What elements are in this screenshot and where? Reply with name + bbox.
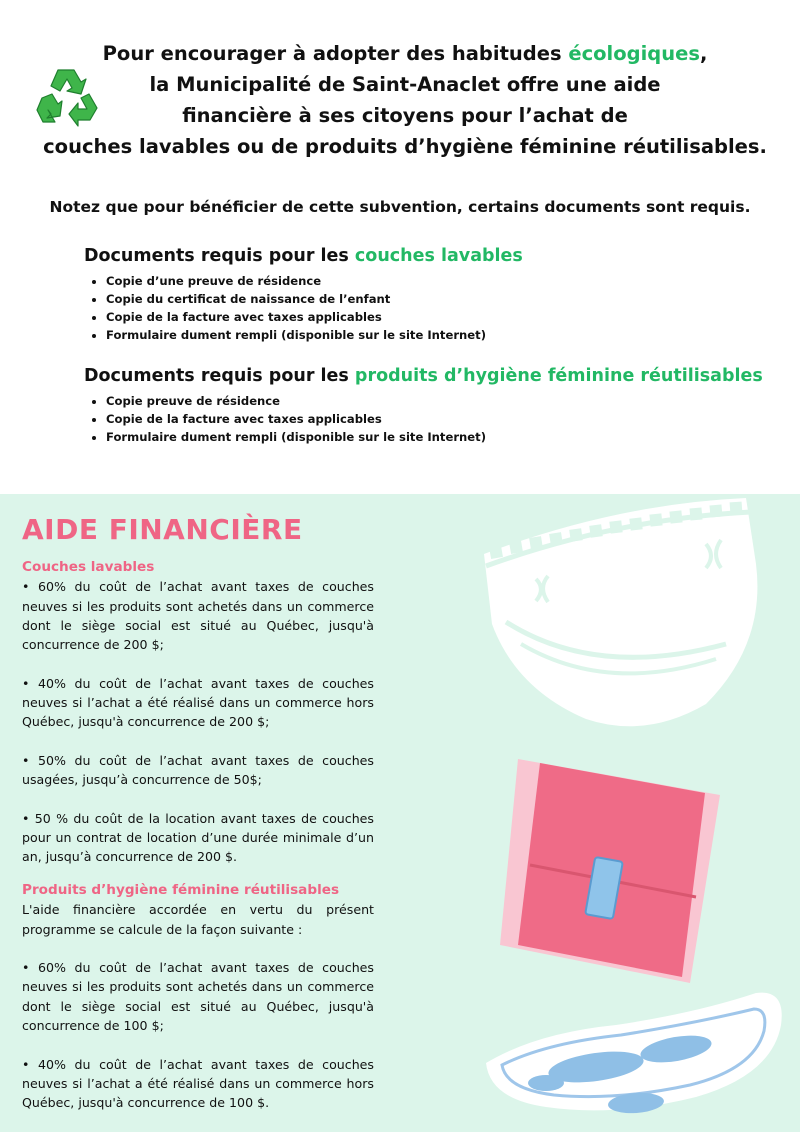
docs-hygiene-section bbox=[84, 366, 784, 446]
docs-hygiene-title: Documents requis pour les produits d’hygiène féminine réutilisables bbox=[84, 366, 763, 386]
couches-paragraph: • 40% du coût de l’achat avant taxes de couches neuves si l’achat a été réalisé dans un commerce hors Québec, jusqu'à concurrence de 200 $; bbox=[22, 675, 374, 730]
list-item: • Copie preuve de résidence bbox=[106, 392, 784, 410]
hygiene-subtitle: Produits d’hygiène féminine réutilisables bbox=[22, 882, 340, 898]
couches-paragraph: • 50 % du coût de la location avant taxes de couches pour un contrat de location d’une durée minimale d’un an, jusqu’à concurrence de 200 $. bbox=[22, 810, 374, 865]
list-item: • Copie de la facture avec taxes applicables bbox=[106, 410, 784, 428]
diaper-icon bbox=[476, 494, 776, 744]
sanitary-pad-icon bbox=[476, 985, 786, 1125]
list-item: • Copie du certificat de naissance de l’enfant bbox=[106, 290, 784, 308]
docs-couches-title: Documents requis pour les couches lavables bbox=[84, 246, 523, 266]
couches-paragraph: • 60% du coût de l’achat avant taxes de couches neuves si les produits sont achetés dans un commerce dont le siège social est situé au Québec, jusqu'à concurrence de 200 $; bbox=[22, 579, 374, 653]
list-item: • Copie de la facture avec taxes applicables bbox=[106, 308, 784, 326]
list-item: • Copie d’une preuve de résidence bbox=[106, 272, 784, 290]
headline: Pour encourager à adopter des habitudes écologiques, la Municipalité de Saint-Anaclet offre une aide financière à ses citoyens pour l’achat de couches lavables ou de produits d’hygiène féminine réutilisables. bbox=[20, 38, 790, 162]
docs-hygiene-list bbox=[84, 392, 784, 446]
documents-note: Notez que pour bénéficier de cette subvention, certains documents sont requis. bbox=[49, 198, 751, 216]
aide-title: AIDE FINANCIÈRE bbox=[22, 513, 303, 546]
aide-couches-column bbox=[22, 558, 374, 886]
cloth-pad-icon bbox=[500, 755, 725, 990]
headline-line3: financière à ses citoyens pour l’achat de bbox=[182, 104, 628, 127]
aide-hygiene-column bbox=[22, 881, 374, 1132]
couches-paragraph: • 50% du coût de l’achat avant taxes de couches usagées, jusqu’à concurrence de 50$; bbox=[22, 752, 374, 788]
docs-couches-section bbox=[84, 246, 784, 344]
couches-subtitle: Couches lavables bbox=[22, 559, 155, 575]
headline-line2: la Municipalité de Saint-Anaclet offre une aide bbox=[149, 73, 661, 96]
list-item: • Formulaire dument rempli (disponible sur le site Internet) bbox=[106, 428, 784, 446]
hygiene-paragraph: • 40% du coût de l’achat avant taxes de couches neuves si l’achat a été réalisé dans un commerce hors Québec, jusqu'à concurrence de 100 $. bbox=[22, 1056, 374, 1111]
hygiene-intro: L'aide financière accordée en vertu du présent programme se calcule de la façon suivante : bbox=[22, 902, 374, 937]
headline-green-word: écologiques bbox=[568, 42, 700, 65]
headline-line4: couches lavables ou de produits d’hygiène féminine réutilisables. bbox=[43, 135, 767, 158]
docs-couches-list bbox=[84, 272, 784, 344]
hygiene-paragraph: • 60% du coût de l’achat avant taxes de couches neuves si les produits sont achetés dans un commerce dont le siège social est situé au Québec, jusqu'à concurrence de 100 $; bbox=[22, 960, 374, 1034]
list-item: • Formulaire dument rempli (disponible sur le site Internet) bbox=[106, 326, 784, 344]
